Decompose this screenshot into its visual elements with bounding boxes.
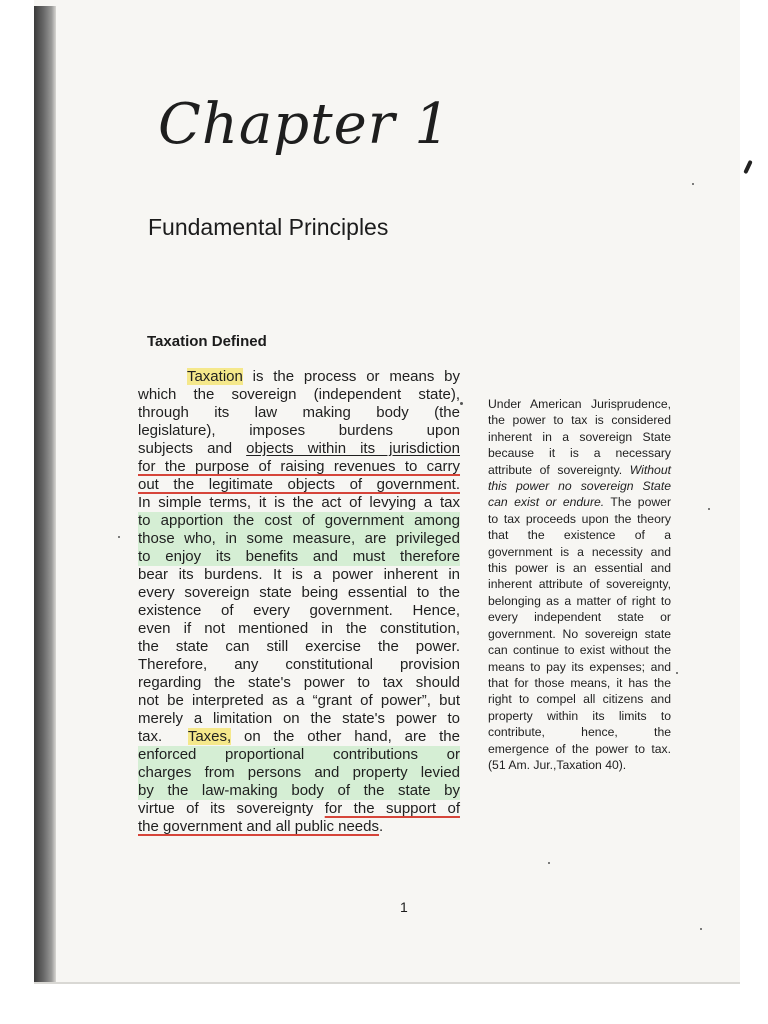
body-line: every sovereign state being essential to the	[138, 584, 460, 601]
paper-speck	[676, 672, 678, 674]
body-line: regarding the state's power to tax should	[138, 674, 460, 691]
side-note-line: to tax proceeds upon the theory	[488, 511, 671, 526]
body-line: Therefore, any constitutional provision	[138, 656, 460, 673]
body-line: existence of every government. Hence,	[138, 602, 460, 619]
body-line-underlined: for the purpose of raising revenues to carry	[138, 458, 460, 475]
body-line	[138, 440, 460, 458]
body-line	[138, 728, 460, 746]
main-body-text	[138, 368, 460, 836]
side-note-line: means to pay its expenses; and	[488, 659, 671, 674]
body-line: the state can still exercise the power.	[138, 638, 460, 655]
underlined-phrase: objects within its jurisdiction	[246, 440, 460, 457]
side-note-italic: can exist or endure.	[488, 495, 605, 510]
body-line-highlighted: to apportion the cost of government among	[138, 512, 460, 529]
body-line: through its law making body (the	[138, 404, 460, 421]
body-line: In simple terms, it is the act of levying a tax	[138, 494, 460, 511]
highlighted-term-taxes: Taxes,	[187, 728, 232, 745]
side-note-line: inherent in a sovereign State	[488, 429, 671, 444]
body-line: merely a limitation on the state's power to	[138, 710, 460, 727]
side-note	[488, 396, 671, 773]
chapter-title: Fundamental Principles	[148, 214, 389, 240]
underlined-phrase: for the support of	[324, 800, 460, 817]
side-note-line: government. No sovereign state	[488, 626, 671, 641]
body-line-part: .	[379, 818, 384, 835]
side-note-line: because it is a necessary	[488, 446, 671, 461]
body-line-part: virtue of its sovereignty	[138, 800, 325, 817]
page-edge	[34, 982, 740, 984]
body-line-part: subjects and	[138, 440, 247, 457]
side-note-line: every independent state or	[488, 610, 671, 625]
side-note-line: this power no sovereign State	[488, 479, 671, 494]
side-note-line: Under American Jurisprudence,	[488, 397, 671, 411]
side-note-line: this power is an essential and	[488, 561, 671, 576]
body-line-underlined: out the legitimate objects of government.	[138, 476, 460, 493]
side-note-line: that the existence of a	[488, 528, 671, 543]
body-line-text: is the process or means by	[242, 368, 460, 385]
body-line-highlighted: those who, in some measure, are privileged	[138, 530, 460, 547]
body-line-part: tax.	[138, 728, 188, 745]
side-note-line: property within its limits to	[488, 708, 671, 723]
book-spine-shadow	[34, 6, 56, 982]
paper-speck	[700, 928, 702, 930]
body-line	[138, 800, 460, 818]
body-line-part: on the other hand, are the	[231, 728, 460, 745]
body-line-highlighted: by the law-making body of the state by	[138, 782, 460, 799]
body-line: legislature), imposes burdens upon	[138, 422, 460, 439]
body-line: which the sovereign (independent state),	[138, 386, 460, 403]
section-heading: Taxation Defined	[147, 333, 267, 350]
paper-speck	[118, 536, 120, 538]
body-line	[138, 818, 460, 836]
paper-speck	[692, 183, 694, 185]
body-line-highlighted: to enjoy its benefits and must therefore	[138, 548, 460, 565]
side-note-line: belonging as a matter of right to	[488, 593, 671, 608]
side-note-italic: Without	[629, 462, 671, 477]
side-note-line: that for those means, it has the	[488, 675, 671, 690]
paper-speck	[708, 508, 710, 510]
paper-speck	[460, 402, 463, 405]
side-note-line: contribute, hence, the	[488, 725, 671, 740]
body-line	[138, 368, 460, 386]
side-note-line: inherent attribute of sovereignty,	[488, 577, 671, 592]
pen-mark	[743, 160, 753, 174]
side-note-line: right to compel all citizens and	[488, 692, 671, 707]
side-note-line: attribute of sovereignty. Without	[488, 462, 671, 477]
page-number: 1	[400, 899, 408, 915]
side-note-line: can continue to exist without the	[488, 643, 671, 658]
body-line: not be interpreted as a “grant of power”, but	[138, 692, 460, 709]
paper-speck	[548, 862, 550, 864]
body-line-highlighted: charges from persons and property levied	[138, 764, 460, 781]
chapter-label: Chapter 1	[158, 92, 451, 157]
highlighted-term-taxation: Taxation	[186, 368, 243, 385]
underlined-phrase: the government and all public needs	[138, 818, 379, 835]
side-note-line: emergence of the power to tax.	[488, 741, 671, 756]
side-note-line: the power to tax is considered	[488, 413, 671, 428]
side-note-line: can exist or endure. The power	[488, 495, 671, 510]
body-line: even if not mentioned in the constitution,	[138, 620, 460, 637]
body-line-highlighted: enforced proportional contributions or	[138, 746, 460, 763]
side-note-line: government is a necessity and	[488, 544, 671, 559]
body-line: bear its burdens. It is a power inherent in	[138, 566, 460, 583]
side-note-line: (51 Am. Jur.,Taxation 40).	[488, 757, 627, 772]
